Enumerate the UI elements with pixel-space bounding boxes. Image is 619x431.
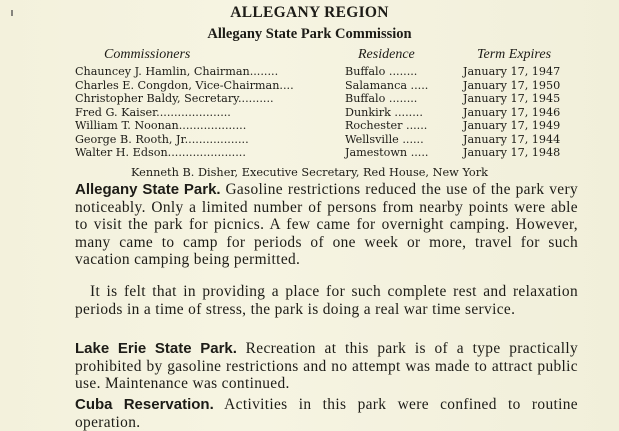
commissioner-term: January 17, 1950 bbox=[463, 78, 561, 92]
commissioner-residence: Buffalo ........ bbox=[345, 65, 418, 78]
lake-erie-paragraph-text: Recreation at this park is of a type practically prohibited by gasoline restrictions and no attempt was made to attract public use. Maintenance was continued. bbox=[75, 340, 578, 393]
commissioner-name: Chauncey J. Hamlin, Chairman........ bbox=[75, 65, 279, 78]
executive-secretary-line: Kenneth B. Disher, Executive Secretary, Red House, New York bbox=[131, 166, 488, 179]
region-heading: ALLEGANY REGION bbox=[230, 4, 389, 21]
commissioner-term: January 17, 1948 bbox=[463, 146, 561, 159]
commissioners-table bbox=[0, 65, 619, 160]
table-row bbox=[0, 65, 619, 79]
table-row bbox=[0, 133, 619, 147]
table-row bbox=[0, 106, 619, 120]
commissioner-term: January 17, 1944 bbox=[463, 132, 561, 146]
lake-erie-paragraph bbox=[75, 340, 578, 393]
cuba-reservation-heading: Cuba Reservation. bbox=[75, 396, 214, 413]
allegany-paragraph bbox=[75, 181, 578, 269]
commissioner-residence: Rochester ...... bbox=[345, 119, 428, 132]
commissioner-residence: Salamanca ..... bbox=[345, 78, 429, 92]
commissioner-name: Fred G. Kaiser..................... bbox=[75, 105, 231, 119]
commissioner-name: Christopher Baldy, Secretary.......... bbox=[75, 92, 274, 105]
lake-erie-park-heading: Lake Erie State Park. bbox=[75, 340, 237, 357]
commissioner-residence: Buffalo ........ bbox=[345, 92, 418, 105]
commissioners-column-header: Commissioners bbox=[104, 47, 191, 62]
table-row bbox=[0, 119, 619, 133]
commissioner-residence: Jamestown ..... bbox=[345, 146, 429, 159]
table-row bbox=[0, 79, 619, 93]
allegany-paragraph-text: Gasoline restrictions reduced the use of the park very noticeably. Only a limited number of persons from nearby points were able to visit the park for picnics. A few came for overnight camping. However, many came to camp for periods of one week or more, travel for such vacation camping being permitted. bbox=[75, 181, 578, 269]
table-row bbox=[0, 92, 619, 106]
cuba-paragraph-text: Activities in this park were confined to routine operation. bbox=[75, 396, 578, 431]
cuba-paragraph bbox=[75, 396, 578, 431]
term-expires-column-header: Term Expires bbox=[477, 47, 552, 62]
allegany-park-heading: Allegany State Park. bbox=[75, 181, 221, 198]
commissioner-residence: Dunkirk ........ bbox=[345, 105, 423, 119]
commissioner-name: William T. Noonan................... bbox=[75, 119, 247, 132]
table-row bbox=[0, 146, 619, 160]
commissioner-term: January 17, 1946 bbox=[463, 105, 561, 119]
residence-column-header: Residence bbox=[358, 47, 415, 62]
commissioner-name: George B. Rooth, Jr.................. bbox=[75, 132, 249, 146]
commissioner-term: January 17, 1947 bbox=[463, 65, 561, 78]
commission-heading: Allegany State Park Commission bbox=[207, 26, 412, 42]
allegany-paragraph-2: It is felt that in providing a place for such complete rest and relaxation periods in a time of stress, the park is doing a real war time service. bbox=[75, 283, 578, 318]
commissioner-residence: Wellsville ...... bbox=[345, 132, 424, 146]
commissioner-name: Charles E. Congdon, Vice-Chairman.... bbox=[75, 78, 294, 92]
commissioner-term: January 17, 1945 bbox=[463, 92, 561, 105]
commissioner-name: Walter H. Edson...................... bbox=[75, 146, 246, 159]
commissioner-term: January 17, 1949 bbox=[463, 119, 561, 132]
